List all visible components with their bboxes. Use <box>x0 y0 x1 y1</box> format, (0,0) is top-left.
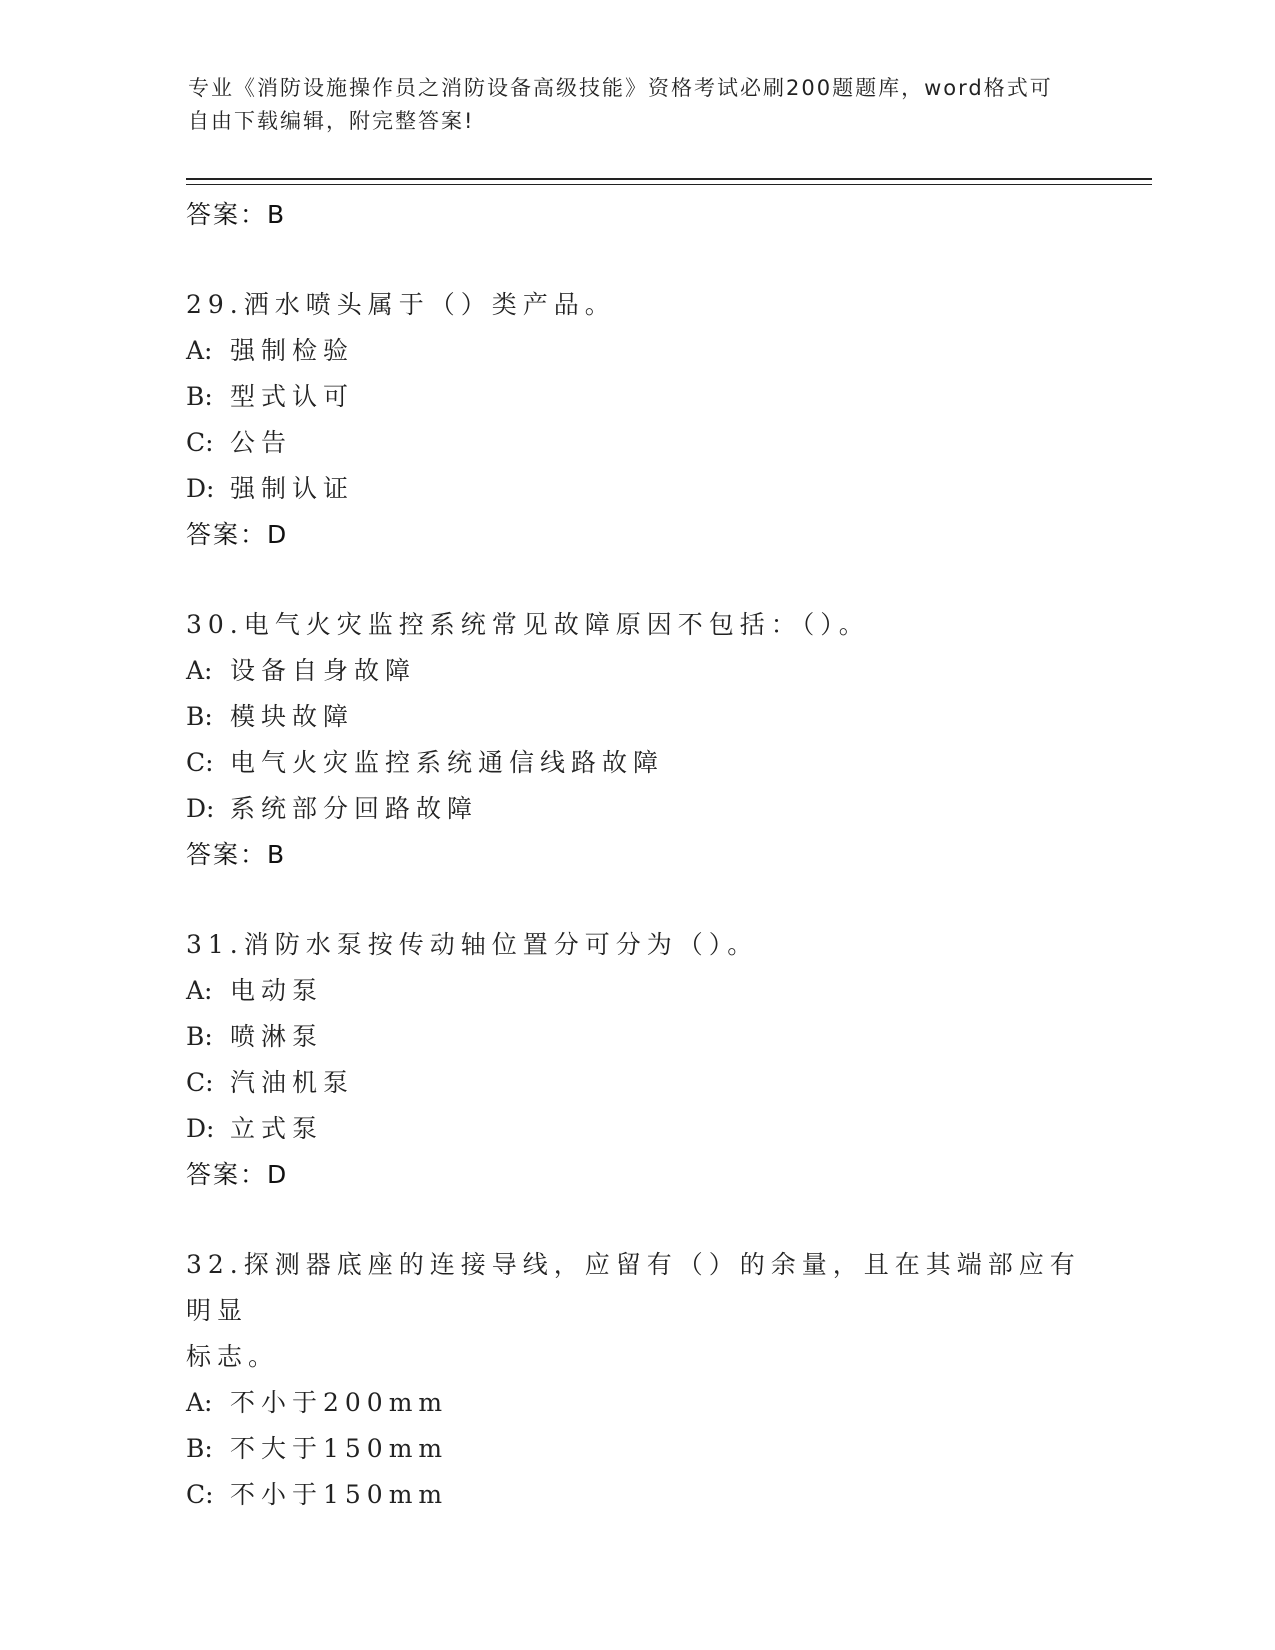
option-d <box>186 466 1106 512</box>
question-block <box>186 282 1106 558</box>
option-letter: B: <box>186 1434 213 1463</box>
option-text: 强制认证 <box>230 474 355 503</box>
option-b <box>186 374 1106 420</box>
answer-line: 答案：B <box>186 200 287 229</box>
option-letter: C: <box>186 1480 214 1509</box>
option-letter: B: <box>186 382 213 411</box>
option-b <box>186 1014 1106 1060</box>
option-a <box>186 968 1106 1014</box>
document-header: 专业《消防设施操作员之消防设备高级技能》资格考试必刷200题题库，word格式可自由下载编辑，附完整答案! <box>188 76 1053 133</box>
answer-line: 答案：B <box>186 840 287 869</box>
option-d <box>186 786 1106 832</box>
option-letter: A: <box>186 336 213 365</box>
option-letter: B: <box>186 702 213 731</box>
answer-line: 答案：D <box>186 1160 289 1189</box>
option-c <box>186 420 1106 466</box>
question-block <box>186 602 1106 878</box>
option-letter: C: <box>186 748 214 777</box>
option-text: 汽油机泵 <box>230 1068 355 1097</box>
option-text: 喷淋泵 <box>230 1022 324 1051</box>
option-text: 公告 <box>230 428 293 457</box>
header-divider-thin <box>186 184 1152 185</box>
option-c <box>186 740 1106 786</box>
question-stem: 31.消防水泵按传动轴位置分可分为（）。 <box>186 930 759 959</box>
header-divider-thick <box>186 178 1152 180</box>
option-text: 不小于200mm <box>230 1388 449 1417</box>
question-stem-continued: 标志。 <box>186 1342 280 1371</box>
option-b <box>186 1426 1106 1472</box>
option-a <box>186 648 1106 694</box>
option-letter: D: <box>186 474 215 503</box>
option-letter: D: <box>186 794 215 823</box>
question-block <box>186 1242 1106 1518</box>
option-letter: A: <box>186 1388 213 1417</box>
option-text: 系统部分回路故障 <box>230 794 479 823</box>
question-stem: 30.电气火灾监控系统常见故障原因不包括：（）。 <box>186 610 870 639</box>
option-c <box>186 1472 1106 1518</box>
option-a <box>186 1380 1106 1426</box>
option-c <box>186 1060 1106 1106</box>
option-text: 电气火灾监控系统通信线路故障 <box>230 748 665 777</box>
answer-line: 答案：D <box>186 520 289 549</box>
option-text: 不大于150mm <box>230 1434 449 1463</box>
option-text: 电动泵 <box>230 976 324 1005</box>
option-text: 设备自身故障 <box>230 656 417 685</box>
option-letter: A: <box>186 656 213 685</box>
option-text: 型式认可 <box>230 382 355 411</box>
option-letter: B: <box>186 1022 213 1051</box>
option-b <box>186 694 1106 740</box>
option-text: 模块故障 <box>230 702 355 731</box>
option-letter: C: <box>186 428 214 457</box>
option-letter: D: <box>186 1114 215 1143</box>
question-block <box>186 922 1106 1198</box>
question-list <box>186 188 1106 1518</box>
question-stem: 32.探测器底座的连接导线，应留有（）的余量，且在其端部应有明显 <box>186 1250 1081 1325</box>
option-text: 不小于150mm <box>230 1480 449 1509</box>
option-letter: A: <box>186 976 213 1005</box>
option-letter: C: <box>186 1068 214 1097</box>
option-text: 立式泵 <box>230 1114 324 1143</box>
option-text: 强制检验 <box>230 336 355 365</box>
option-a <box>186 328 1106 374</box>
question-stem: 29.洒水喷头属于（）类产品。 <box>186 290 616 319</box>
option-d <box>186 1106 1106 1152</box>
